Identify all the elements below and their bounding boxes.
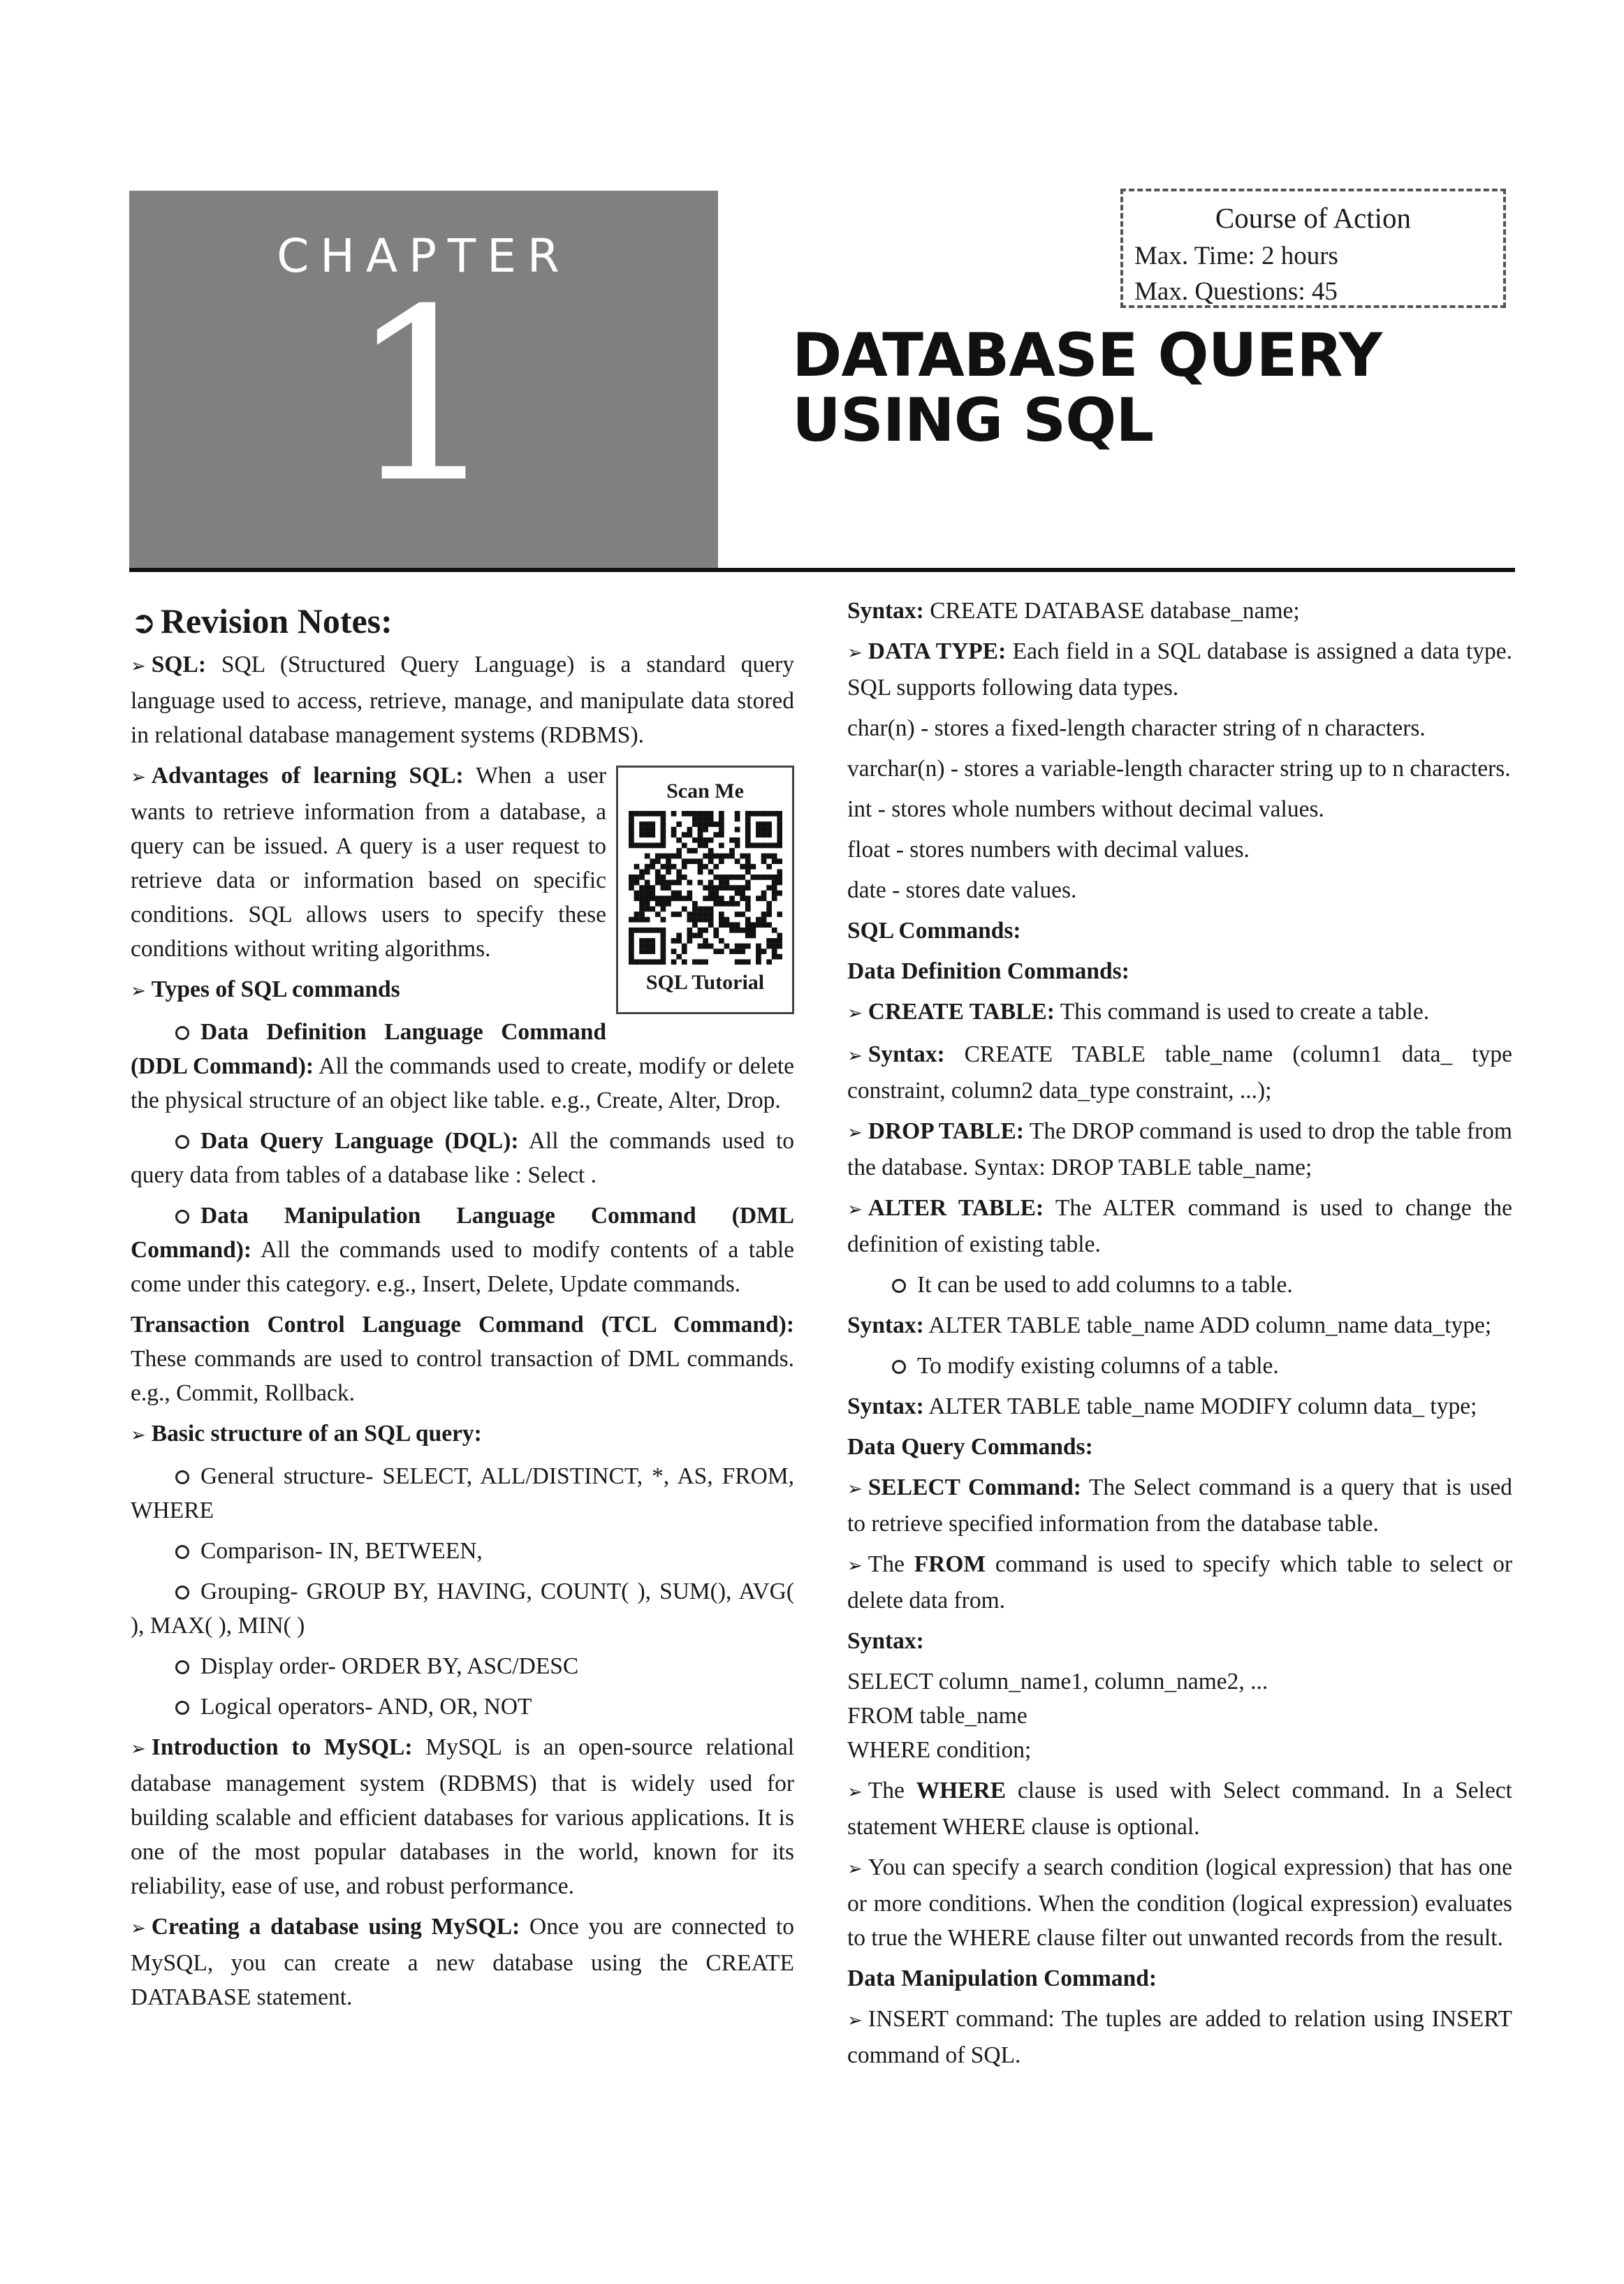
basic-structure-item: Grouping- GROUP BY, HAVING, COUNT( ), SUM(), AVG( ), MAX( ), MIN( ) bbox=[131, 1579, 794, 1639]
circle-bullet-icon bbox=[175, 1660, 189, 1674]
arrow-bullet-icon: ➢ bbox=[847, 1003, 863, 1024]
select-syntax-label: Syntax: bbox=[847, 1628, 924, 1654]
course-box-title: Course of Action bbox=[1215, 202, 1412, 234]
arrow-bullet-icon: ➢ bbox=[847, 1122, 863, 1143]
sql-label: SQL: bbox=[151, 652, 206, 678]
arrow-bullet-icon: ➢ bbox=[131, 981, 146, 1002]
arrow-bullet-icon: ➢ bbox=[847, 1555, 863, 1576]
mysql-label: Introduction to MySQL: bbox=[151, 1734, 413, 1760]
arrow-bullet-icon: ➢ bbox=[847, 2010, 863, 2031]
ddl-item bbox=[131, 1015, 794, 1118]
data-type-entry: float - stores numbers with decimal values. bbox=[847, 837, 1250, 863]
course-box-time: Max. Time: 2 hours bbox=[1134, 241, 1338, 270]
search-condition-item: ➢ You can specify a search condition (logical expression) that has one or more conditions. When the condition (logical expression) evaluates to true the WHERE clause filter out unwanted records from the result. bbox=[847, 1854, 1512, 1951]
chapter-number: 1 bbox=[348, 258, 499, 535]
tcl-text: These commands are used to control transaction of DML commands. e.g., Commit, Rollback. bbox=[131, 1346, 794, 1406]
data-type-entry: date - stores date values. bbox=[847, 877, 1077, 903]
tcl-label: Transaction Control Language Command (TCL Command): bbox=[131, 1312, 794, 1338]
qr-box[interactable] bbox=[616, 766, 794, 1014]
arrow-bullet-icon: ➢ bbox=[131, 1425, 146, 1446]
create-database-text: Once you are connected to MySQL, you can create a new database using the CREATE DATABASE statement. bbox=[131, 1914, 794, 2010]
arrow-bullet-icon: ➢ bbox=[847, 643, 863, 664]
tcl-item bbox=[131, 1308, 794, 1410]
create-table-syntax: ➢ Syntax: CREATE TABLE table_name (column1 data_ type constraint, column2 data_type constraint, ...); bbox=[847, 1041, 1512, 1104]
select-syntax-line: SELECT column_name1, column_name2, ... bbox=[847, 1669, 1268, 1694]
create-database-item bbox=[131, 1910, 794, 2014]
qr-top-label: Scan Me bbox=[666, 779, 744, 803]
basic-structure-heading bbox=[131, 1416, 794, 1453]
arrow-bullet-icon: ➢ bbox=[847, 1782, 863, 1803]
dql-item bbox=[131, 1124, 794, 1192]
alter-add-syntax: Syntax: ALTER TABLE table_name ADD column_name data_type; bbox=[847, 1312, 1492, 1338]
mysql-text: MySQL is an open-source relational database management system (RDBMS) that is widely used for building scalable and efficient databases for various applications. It is one of the most popular databases in the world, known for its reliability, ease of use, and robust performance. bbox=[131, 1734, 794, 1899]
arrow-bullet-icon: ➢ bbox=[847, 1479, 863, 1500]
chapter-word: CHAPTER bbox=[277, 229, 571, 283]
sql-commands-heading: SQL Commands: bbox=[847, 918, 1021, 944]
course-of-action-box bbox=[1120, 189, 1506, 308]
create-database-syntax: Syntax: CREATE DATABASE database_name; bbox=[847, 598, 1300, 624]
alter-table-item: ➢ ALTER TABLE: The ALTER command is used to change the definition of existing table. bbox=[847, 1195, 1512, 1257]
create-database-label: Creating a database using MySQL: bbox=[151, 1914, 520, 1940]
circle-bullet-icon bbox=[175, 1545, 189, 1559]
select-syntax-line: WHERE condition; bbox=[847, 1737, 1032, 1763]
dql-text: All the commands used to query data from tables of a database like : Select . bbox=[131, 1128, 794, 1188]
sql-definition bbox=[131, 647, 794, 752]
create-table-item: ➢ CREATE TABLE: This command is used to create a table. bbox=[847, 999, 1430, 1025]
arrow-bullet-icon: ➢ bbox=[847, 1046, 863, 1067]
data-type-entry: int - stores whole numbers without decimal values. bbox=[847, 796, 1324, 822]
chapter-title-line-2: USING SQL bbox=[792, 385, 1154, 455]
ddl-commands-heading: Data Definition Commands: bbox=[847, 958, 1129, 984]
arrow-bullet-icon: ➢ bbox=[131, 1738, 146, 1759]
data-type-item bbox=[847, 634, 1512, 705]
data-type-text: Each field in a SQL database is assigned a data type. SQL supports following data types. bbox=[847, 638, 1513, 701]
advantages-text: When a user wants to retrieve information from a database, a query can be issued. A query is a user request to retrieve data or information based on specific conditions. SQL allows users to specify these conditions without writing algorithms. bbox=[131, 763, 606, 962]
basic-structure-item: Comparison- IN, BETWEEN, bbox=[131, 1534, 794, 1568]
circle-bullet-icon bbox=[175, 1470, 189, 1484]
arrow-bullet-icon: ➢ bbox=[131, 767, 146, 788]
right-column bbox=[847, 594, 1512, 2079]
data-type-label: DATA TYPE: bbox=[868, 638, 1007, 664]
alter-modify-syntax: Syntax: ALTER TABLE table_name MODIFY column data_ type; bbox=[847, 1393, 1477, 1419]
dml-text: All the commands used to modify contents of a table come under this category. e.g., Insert, Delete, Update commands. bbox=[131, 1237, 794, 1297]
revision-notes-heading bbox=[131, 599, 794, 645]
circle-bullet-icon bbox=[175, 1135, 189, 1149]
circle-bullet-icon bbox=[892, 1360, 906, 1374]
where-clause-item: ➢ The WHERE clause is used with Select command. In a Select statement WHERE clause is optional. bbox=[847, 1778, 1512, 1840]
select-command-item: ➢ SELECT Command: The Select command is a query that is used to retrieve specified information from the database table. bbox=[847, 1474, 1512, 1537]
basic-structure-item: Display order- ORDER BY, ASC/DESC bbox=[131, 1649, 794, 1683]
circle-bullet-icon bbox=[175, 1026, 189, 1040]
qr-bottom-label: SQL Tutorial bbox=[645, 971, 765, 994]
course-box-questions: Max. Questions: 45 bbox=[1134, 277, 1338, 306]
data-type-entry: char(n) - stores a fixed-length character string of n characters. bbox=[847, 715, 1426, 741]
basic-structure-label: Basic structure of an SQL query: bbox=[151, 1421, 482, 1447]
alter-add-item: It can be used to add columns to a table. bbox=[847, 1268, 1512, 1302]
chapter-title bbox=[792, 323, 1382, 453]
dql-label: Data Query Language (DQL): bbox=[200, 1128, 519, 1154]
dq-commands-heading: Data Query Commands: bbox=[847, 1434, 1093, 1460]
types-label: Types of SQL commands bbox=[151, 976, 400, 1002]
dml-item bbox=[131, 1199, 794, 1301]
select-syntax-line: FROM table_name bbox=[847, 1703, 1027, 1729]
circle-bullet-icon bbox=[175, 1210, 189, 1224]
arrow-bullet-icon: ➢ bbox=[847, 1859, 863, 1880]
basic-structure-item: Logical operators- AND, OR, NOT bbox=[131, 1690, 794, 1724]
insert-command-item: ➢ INSERT command: The tuples are added to relation using INSERT command of SQL. bbox=[847, 2006, 1512, 2068]
dml-label: Data Manipulation Language Command (DML Command): bbox=[131, 1203, 794, 1263]
from-command-item: ➢ The FROM command is used to specify which table to select or delete data from. bbox=[847, 1551, 1512, 1613]
mysql-intro bbox=[131, 1730, 794, 1903]
curved-arrow-icon: ➲ bbox=[131, 605, 156, 640]
qr-code-icon bbox=[629, 811, 782, 965]
circle-bullet-icon bbox=[175, 1586, 189, 1599]
sql-text: SQL (Structured Query Language) is a standard query language used to access, retrieve, manage, and manipulate data stored in relational database management systems (RDBMS). bbox=[131, 652, 794, 748]
header-divider bbox=[129, 568, 1515, 572]
revision-notes-label: Revision Notes: bbox=[160, 601, 393, 640]
basic-structure-item: General structure- SELECT, ALL/DISTINCT, *, AS, FROM, WHERE bbox=[131, 1463, 794, 1523]
arrow-bullet-icon: ➢ bbox=[131, 1918, 146, 1939]
left-column bbox=[131, 599, 794, 2021]
ddl-label: Data Definition Language Command (DDL Command): bbox=[131, 1019, 606, 1079]
chapter-banner bbox=[129, 191, 718, 569]
arrow-bullet-icon: ➢ bbox=[131, 656, 146, 677]
data-type-entry: varchar(n) - stores a variable-length character string up to n characters. bbox=[847, 756, 1511, 782]
dm-command-heading: Data Manipulation Command: bbox=[847, 1965, 1157, 1991]
chapter-title-line-1: DATABASE QUERY bbox=[792, 321, 1382, 390]
advantages-label: Advantages of learning SQL: bbox=[151, 763, 464, 789]
ddl-text: All the commands used to create, modify or delete the physical structure of an object like table. e.g., Create, Alter, Drop. bbox=[131, 1053, 794, 1113]
circle-bullet-icon bbox=[175, 1701, 189, 1715]
circle-bullet-icon bbox=[892, 1279, 906, 1293]
arrow-bullet-icon: ➢ bbox=[847, 1199, 863, 1220]
alter-modify-item: To modify existing columns of a table. bbox=[847, 1349, 1512, 1383]
drop-table-item: ➢ DROP TABLE: The DROP command is used to drop the table from the database. Syntax: DROP TABLE table_name; bbox=[847, 1118, 1512, 1180]
